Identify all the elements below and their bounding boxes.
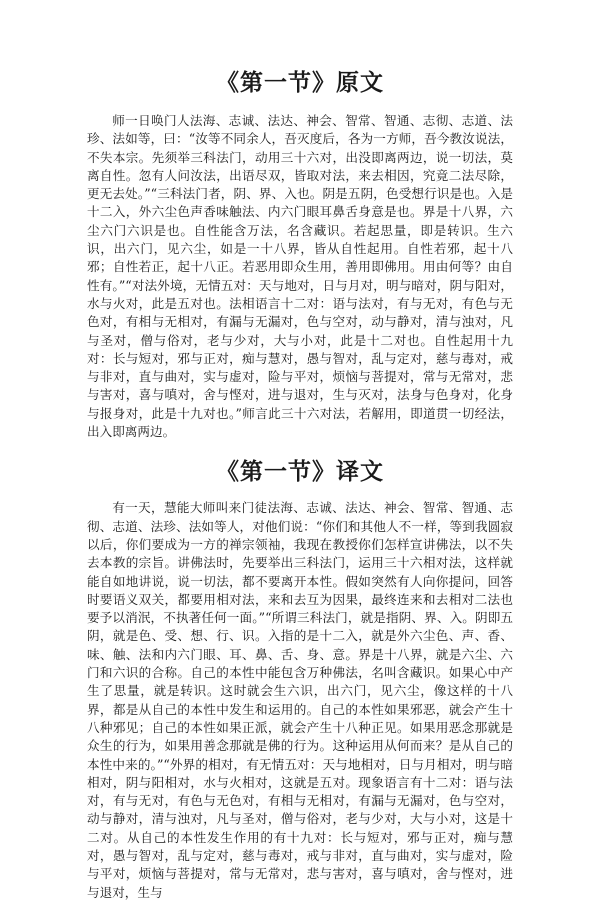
- translation-text: 有一天，慧能大师叫来门徒法海、志诚、法达、神会、智常、智通、志彻、志道、法珍、法如等人，对他们说：“你们和其他人不一样，等到我圆寂以后，你们要成为一方的禅宗领袖，我现在教授你们怎样宣讲佛法，以不失去本教的宗旨。讲佛法时，先要举出三科法门，运用三十六相对法，这样就能自如地讲说，说一切法，都不要离开本性。假如突然有人向你提问，回答时要语义双关，都要用相对法，来和去互为因果，最终连来和去相对二法也要予以消泯，不执著任何一面。”“所谓三科法门，就是指阴、界、入。阴即五阴，就是色、受、想、行、识。入指的是十二入，就是外六尘色、声、香、味、触、法和内六门眼、耳、鼻、舌、身、意。界是十八界，就是六尘、六门和六识的合称。自己的本性中能包含万种佛法，名叫含藏识。如果心中产生了思量，就是转识。这时就会生六识，出六门，见六尘，像这样的十八界，都是从自己的本性中发生和运用的。自己的本性如果邪恶，就会产生十八种邪见；自己的本性如果正派，就会产生十八种正见。如果用恶念那就是众生的行为，如果用善念那就是佛的行为。这种运用从何而来？是从自己的本性中来的。”“外界的相对，有无情五对：天与地相对，日与月相对，明与暗相对，阴与阳相对，水与火相对，这就是五对。现象语言有十二对：语与法对，有与无对，有色与无色对，有相与无相对，有漏与无漏对，色与空对，动与静对，清与浊对，凡与圣对，僧与俗对，老与少对，大与小对，这是十二对。从自己的本性发生作用的有十九对：长与短对，邪与正对，痴与慧对，愚与智对，乱与定对，慈与毒对，戒与非对，直与曲对，实与虚对，险与平对，烦恼与菩提对，常与无常对，悲与害对，喜与嗔对，舍与悭对，进与退对，生与: [87, 500, 513, 900]
- translation-title: 《第一节》译文: [216, 459, 384, 486]
- original-title: 《第一节》原文: [216, 70, 384, 96]
- original-text: 师一日唤门人法海、志诚、法达、神会、智常、智通、志彻、志道、法珍、法如等，曰：“汝等不同余人，吾灭度后，各为一方师，吾今教汝说法，不失本宗。先须举三科法门，动用三十六对，出没即离两边，说一切法，莫离自性。忽有人问汝法，出语尽双，皆取对法，来去相因，究竟二法尽除，更无去处。”“三科法门者，阴、界、入也。阴是五阴，色受想行识是也。入是十二入，外六尘色声香味触法、内六门眼耳鼻舌身意是也。界是十八界，六尘六门六识是也。自性能含万法，名含藏识。若起思量，即是转识。生六识，出六门，见六尘，如是一十八界，皆从自性起用。自性若邪，起十八邪；自性若正，起十八正。若恶用即众生用，善用即佛用。用由何等？由自性有。”“对法外境，无情五对：天与地对，日与月对，明与暗对，阴与阳对，水与火对，此是五对也。法相语言十二对：语与法对，有与无对，有色与无色对，有相与无相对，有漏与无漏对，色与空对，动与静对，清与浊对，凡与圣对，僧与俗对，老与少对，大与小对，此是十二对也。自性起用十九对：长与短对，邪与正对，痴与慧对，愚与智对，乱与定对，慈与毒对，戒与非对，直与曲对，实与虚对，险与平对，烦恼与菩提对，常与无常对，悲与害对，喜与嗔对，舍与悭对，进与退对，生与灭对，法身与色身对，化身与报身对，此是十九对也。”师言此三十六对法，若解用，即道贯一切经法，出入即离两边。: [87, 113, 513, 440]
